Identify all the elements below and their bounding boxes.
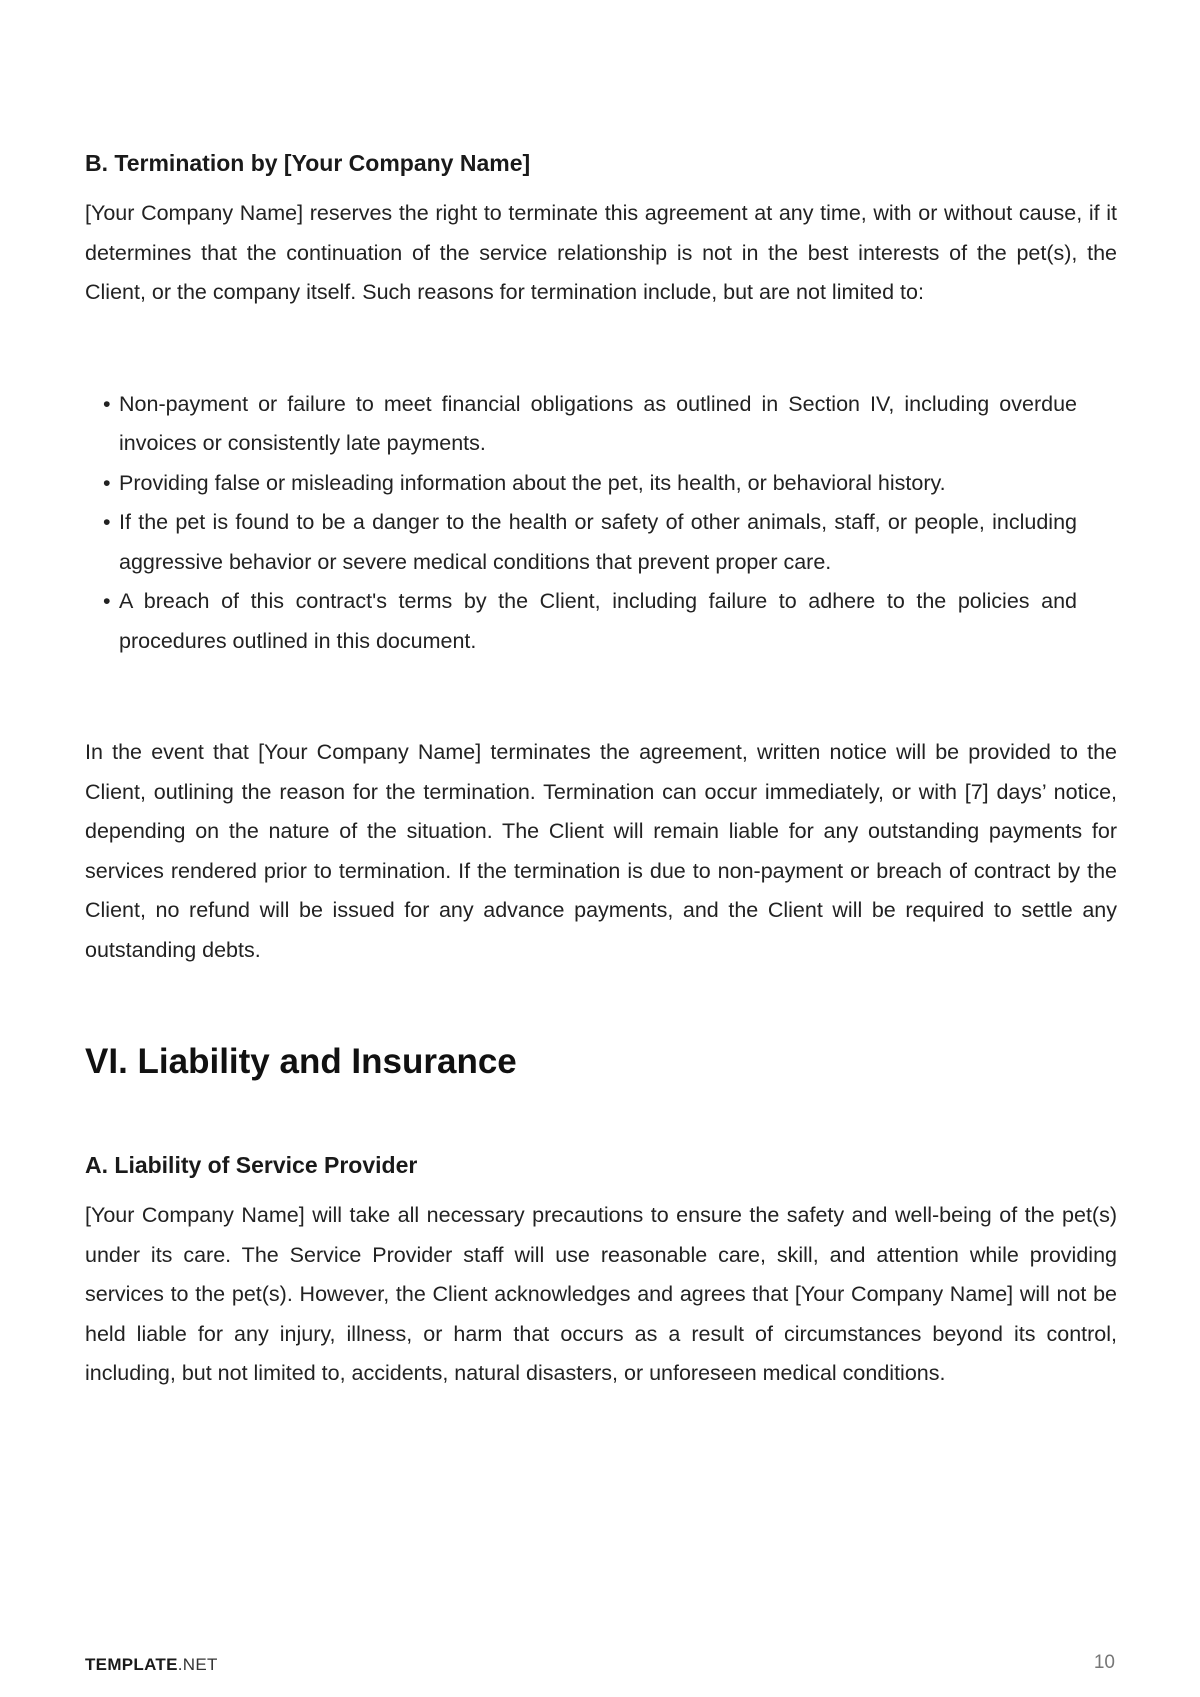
bullet-icon: •: [103, 470, 111, 495]
spacer: [85, 970, 1117, 1040]
footer-brand-logo: [85, 1655, 218, 1675]
list-item-text: A breach of this contract's terms by the Client, including failure to adhere to the policies and procedures outlined in this document.: [119, 589, 1077, 653]
list-item: [103, 464, 1117, 504]
page-content: [85, 146, 1117, 1394]
liability-a-heading: A. Liability of Service Provider: [85, 1152, 418, 1178]
spacer: [85, 1084, 1117, 1148]
bullet-icon: •: [103, 391, 111, 416]
list-item-text: Non-payment or failure to meet financial obligations as outlined in Section IV, including overdue invoices or consistently late payments.: [119, 391, 1077, 455]
liability-a-body: [Your Company Name] will take all necessary precautions to ensure the safety and well-being of the pet(s) under its care. The Service Provider staff will use reasonable care, skill, and attention while providing services to the pet(s). However, the Client acknowledges and agrees that [Your Company Name] will not be held liable for any injury, illness, or harm that occurs as a result of circumstances beyond its control, including, but not limited to, accidents, natural disasters, or unforeseen medical conditions.: [85, 1203, 1117, 1385]
spacer: [85, 661, 1117, 733]
bullet-icon: •: [103, 589, 111, 613]
termination-b-heading: B. Termination by [Your Company Name]: [85, 150, 531, 176]
brand-bold: TEMPLATE: [85, 1655, 178, 1674]
termination-b-closing: In the event that [Your Company Name] terminates the agreement, written notice will be provided to the Client, outlining the reason for the termination. Termination can occur immediately, or with [7] days’ notice, depending on the nature of the situation. The Client will remain liable for any outstanding payments for services rendered prior to termination. If the termination is due to non-payment or breach of contract by the Client, no refund will be issued for any advance payments, and the Client will be required to settle any outstanding debts.: [85, 740, 1117, 962]
list-item: [103, 503, 1117, 582]
list-item-text: Providing false or misleading information about the pet, its health, or behavioral history.: [119, 470, 946, 495]
termination-b-intro: [Your Company Name] reserves the right to terminate this agreement at any time, with or without cause, if it determines that the continuation of the service relationship is not in the best interests of the pet(s), the Client, or the company itself. Such reasons for termination include, but are not limited to:: [85, 201, 1117, 304]
list-item: [103, 385, 1117, 464]
brand-light: .NET: [177, 1655, 218, 1674]
spacer: [85, 313, 1117, 385]
list-item-text: If the pet is found to be a danger to the health or safety of other animals, staff, or people, including aggressive behavior or severe medical conditions that prevent proper care.: [119, 510, 1077, 574]
bullet-icon: •: [103, 510, 111, 534]
page-number: 10: [1093, 1652, 1115, 1673]
list-item: [103, 582, 1117, 661]
termination-reasons-list: [85, 385, 1117, 662]
section-title-liability: VI. Liability and Insurance: [85, 1042, 517, 1081]
